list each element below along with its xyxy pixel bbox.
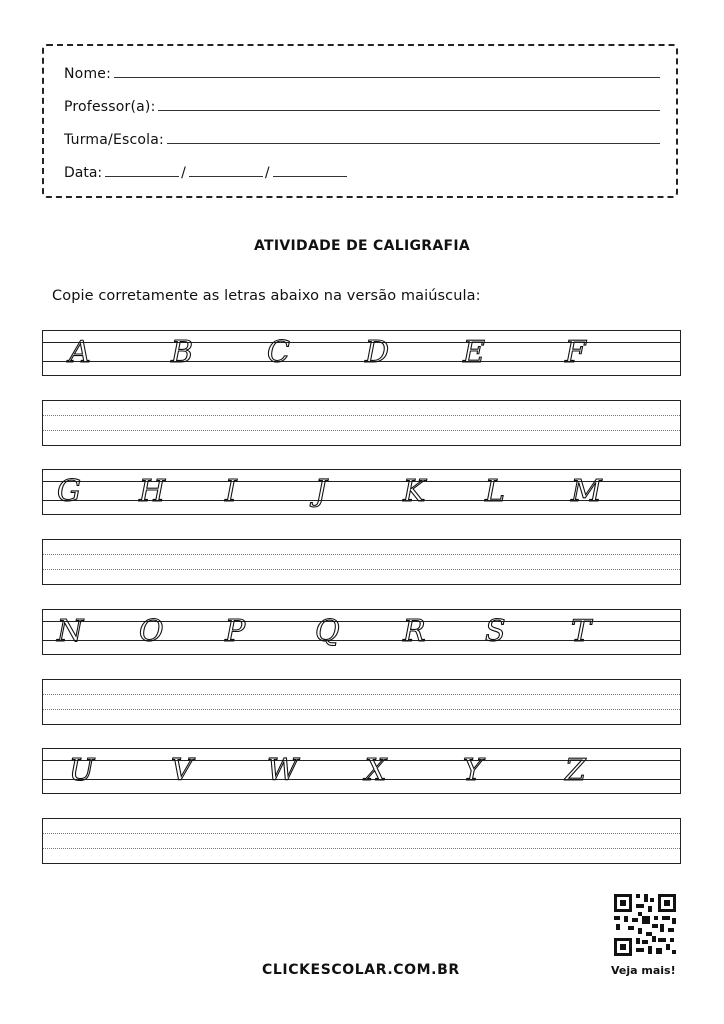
cursive-letters-row-2 [43, 470, 682, 516]
date-year-line[interactable] [273, 175, 347, 177]
cursive-letter-j: J [315, 474, 328, 509]
cursive-letter-q: Q [315, 614, 340, 649]
practice-row-3[interactable] [42, 679, 681, 725]
cursive-letter-b: B [171, 335, 194, 370]
cursive-letter-a: A [69, 335, 91, 370]
student-info-box [42, 44, 678, 198]
teacher-label: Professor(a): [64, 99, 156, 115]
cursive-letter-l: L [485, 474, 505, 509]
cursive-letter-x: X [365, 753, 387, 788]
date-label: Data: [64, 165, 103, 181]
instruction-text: Copie corretamente as letras abaixo na versão maiúscula: [52, 288, 481, 304]
class-line[interactable] [167, 142, 660, 144]
date-separator: / [264, 165, 270, 181]
cursive-letter-o: O [139, 614, 164, 649]
footer-site-link[interactable]: CLICKESCOLAR.COM.BR [262, 962, 460, 978]
cursive-letter-c: C [267, 335, 290, 370]
cursive-letter-e: E [463, 335, 485, 370]
letter-model-row-1 [42, 330, 681, 376]
name-line[interactable] [114, 76, 660, 78]
cursive-letter-h: H [139, 474, 166, 509]
cursive-letters-row-4 [43, 749, 682, 795]
cursive-letter-p: P [225, 614, 246, 649]
cursive-letter-s: S [485, 614, 506, 649]
practice-row-4[interactable] [42, 818, 681, 864]
cursive-letter-v: V [171, 753, 193, 788]
qr-caption: Veja mais! [611, 964, 676, 977]
letter-model-row-2 [42, 469, 681, 515]
name-label: Nome: [64, 66, 112, 82]
date-separator: / [181, 165, 186, 181]
cursive-letter-n: N [57, 614, 84, 649]
teacher-line[interactable] [158, 109, 660, 111]
cursive-letter-r: R [403, 614, 426, 649]
cursive-letters-row-1 [43, 331, 682, 377]
cursive-letter-m: M [571, 474, 602, 509]
cursive-letter-y: Y [463, 753, 483, 788]
cursive-letter-w: W [267, 753, 298, 788]
cursive-letter-u: U [69, 753, 95, 788]
cursive-letter-d: D [365, 335, 390, 370]
cursive-letter-g: G [57, 474, 81, 509]
cursive-letter-i: I [225, 474, 237, 509]
date-day-line[interactable] [105, 175, 179, 177]
date-month-line[interactable] [189, 175, 263, 177]
practice-row-1[interactable] [42, 400, 681, 446]
page-title: ATIVIDADE DE CALIGRAFIA [254, 238, 470, 254]
teacher-field [64, 99, 660, 115]
cursive-letter-f: F [565, 335, 586, 370]
qr-code-icon[interactable] [612, 892, 678, 958]
class-field [64, 132, 660, 148]
date-field [64, 165, 349, 181]
name-field [64, 66, 660, 82]
cursive-letters-row-3 [43, 610, 682, 656]
cursive-letter-k: K [403, 474, 426, 509]
cursive-letter-t: T [571, 614, 592, 649]
letter-model-row-4 [42, 748, 681, 794]
practice-row-2[interactable] [42, 539, 681, 585]
letter-model-row-3 [42, 609, 681, 655]
class-label: Turma/Escola: [64, 132, 164, 148]
cursive-letter-z: Z [565, 753, 586, 788]
